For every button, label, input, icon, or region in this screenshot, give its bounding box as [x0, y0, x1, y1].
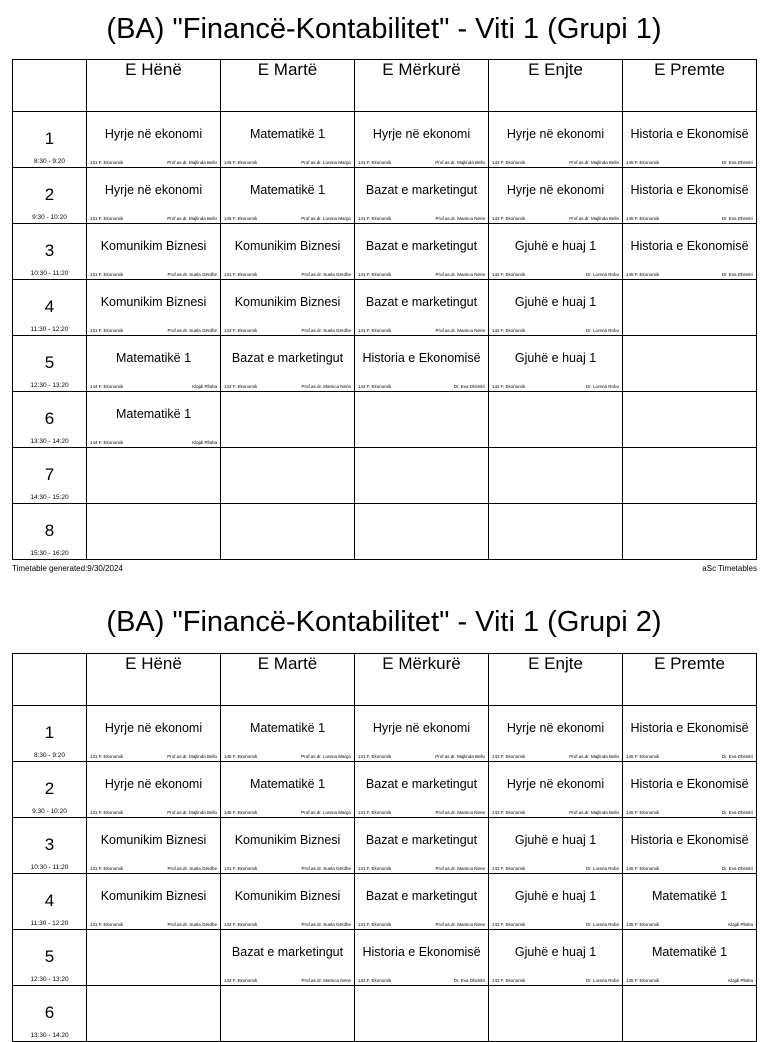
lesson-teacher: Prof.as.dr. Suela Gërdhe [167, 922, 217, 927]
lesson-subject: Bazat e marketingut [365, 238, 478, 253]
lesson-cell [87, 168, 221, 224]
lesson-teacher: Prof.as.dr. Majlinda Bello [167, 810, 217, 815]
lesson-room: 131 F. Ekonomik [358, 272, 392, 277]
lesson-room: 131 F. Ekonomik [358, 922, 392, 927]
lesson-cell [623, 930, 757, 986]
lesson-subject: Hyrje në ekonomi [104, 776, 203, 791]
lesson-teacher: Prof.as.dr. Majlinda Bello [569, 754, 619, 759]
generated-date: Timetable generated:9/30/2024 [12, 564, 123, 573]
lesson-cell [489, 336, 623, 392]
lesson-room: 145 F. Ekonomik [626, 754, 660, 759]
period-number: 4 [44, 297, 55, 316]
lesson-subject: Matematikë 1 [651, 944, 728, 959]
period-cell [13, 168, 87, 224]
lesson-teacher: Dr. Lorena Robo [585, 866, 619, 871]
period-number: 5 [44, 947, 55, 966]
lesson-cell [87, 392, 221, 448]
empty-cell [489, 504, 623, 560]
lesson-room: 143 F. Ekonomik [358, 978, 392, 983]
lesson-teacher: Prof.as.dr. Majlinda Bello [167, 160, 217, 165]
lesson-subject: Komunikim Biznesi [100, 294, 207, 309]
lesson-cell [355, 930, 489, 986]
empty-cell [623, 448, 757, 504]
lesson-room: 132 F. Ekonomik [224, 978, 258, 983]
day-header: E Hënë [87, 654, 221, 706]
lesson-cell [489, 706, 623, 762]
lesson-cell [221, 336, 355, 392]
lesson-teacher: Klajdi Pllaha [728, 978, 753, 983]
lesson-teacher: Prof.as.dr. Majlinda Bello [167, 754, 217, 759]
lesson-teacher: Prof.as.dr. Mamica Nene [301, 978, 351, 983]
empty-cell [87, 504, 221, 560]
period-time: 12:30 - 13:20 [30, 382, 69, 389]
period-number: 8 [44, 521, 55, 540]
lesson-room: 143 F. Ekonomik [492, 216, 526, 221]
timetable-grid [12, 653, 757, 1042]
period-time: 10:30 - 11:20 [30, 270, 69, 277]
lesson-room: 142 F. Ekonomik [492, 384, 526, 389]
period-number: 7 [44, 465, 55, 484]
period-row [13, 874, 757, 930]
empty-cell [221, 392, 355, 448]
period-row [13, 706, 757, 762]
lesson-subject: Komunikim Biznesi [100, 888, 207, 903]
lesson-teacher: Prof.as.dr. Mamica Nene [435, 866, 485, 871]
lesson-subject: Matematikë 1 [115, 406, 192, 421]
empty-cell [221, 448, 355, 504]
lesson-subject: Hyrje në ekonomi [506, 776, 605, 791]
empty-cell [87, 448, 221, 504]
lesson-subject: Komunikim Biznesi [100, 238, 207, 253]
lesson-cell [489, 874, 623, 930]
lesson-room: 135 F. Ekonomik [626, 978, 660, 983]
lesson-room: 131 F. Ekonomik [358, 160, 392, 165]
lesson-room: 135 F. Ekonomik [626, 922, 660, 927]
period-number: 2 [44, 185, 55, 204]
day-header: E Martë [221, 654, 355, 706]
lesson-cell [221, 818, 355, 874]
period-row [13, 986, 757, 1042]
empty-cell [623, 336, 757, 392]
lesson-teacher: Klajdi Pllaha [192, 384, 217, 389]
timetable-title: (BA) "Financë-Kontabilitet" - Viti 1 (Grupi 2) [106, 606, 662, 638]
lesson-subject: Hyrje në ekonomi [506, 126, 605, 141]
lesson-teacher: Prof.as.dr. Majlinda Bello [435, 754, 485, 759]
lesson-teacher: Prof.as.dr. Lorena Margo [301, 160, 351, 165]
lesson-subject: Bazat e marketingut [365, 888, 478, 903]
lesson-room: 145 F. Ekonomik [224, 160, 258, 165]
period-time: 8:30 - 9:20 [33, 752, 66, 759]
lesson-room: 145 F. Ekonomik [626, 216, 660, 221]
day-header: E Premte [623, 654, 757, 706]
period-time: 15:30 - 16:20 [30, 550, 69, 557]
lesson-cell [87, 280, 221, 336]
lesson-room: 132 F. Ekonomik [224, 384, 258, 389]
lesson-teacher: Dr. Eva Dhimitri [721, 160, 753, 165]
lesson-subject: Matematikë 1 [651, 888, 728, 903]
period-cell [13, 706, 87, 762]
lesson-cell [221, 930, 355, 986]
lesson-subject: Komunikim Biznesi [100, 832, 207, 847]
lesson-room: 131 F. Ekonomik [358, 216, 392, 221]
lesson-teacher: Prof.as.dr. Suela Gërdhe [167, 866, 217, 871]
lesson-subject: Gjuhë e huaj 1 [514, 888, 597, 903]
period-time: 9:30 - 10:20 [32, 214, 67, 221]
period-cell [13, 986, 87, 1042]
period-number: 1 [44, 129, 55, 148]
lesson-teacher: Dr. Lorena Robo [585, 978, 619, 983]
period-cell [13, 336, 87, 392]
period-time: 12:30 - 13:20 [30, 976, 69, 983]
empty-cell [87, 930, 221, 986]
lesson-teacher: Prof.as.dr. Suela Gërdhe [167, 328, 217, 333]
lesson-subject: Historia e Ekonomisë [630, 238, 749, 253]
lesson-teacher: Dr. Lorena Robo [585, 384, 619, 389]
lesson-cell [87, 874, 221, 930]
lesson-teacher: Prof.as.dr. Majlinda Bello [569, 216, 619, 221]
lesson-cell [87, 706, 221, 762]
period-number: 5 [44, 353, 55, 372]
day-header: E Enjte [489, 60, 623, 112]
lesson-subject: Hyrje në ekonomi [372, 126, 471, 141]
lesson-subject: Historia e Ekonomisë [630, 182, 749, 197]
corner-cell [13, 654, 87, 706]
lesson-cell [87, 112, 221, 168]
lesson-room: 131 F. Ekonomik [90, 328, 124, 333]
brand-label: aSc Timetables [702, 564, 757, 573]
lesson-teacher: Dr. Lorena Robo [585, 328, 619, 333]
lesson-cell [355, 112, 489, 168]
lesson-cell [489, 930, 623, 986]
lesson-cell [355, 706, 489, 762]
timetable-footer [12, 564, 757, 574]
lesson-room: 145 F. Ekonomik [626, 866, 660, 871]
lesson-teacher: Prof.as.dr. Suela Gërdhe [301, 272, 351, 277]
lesson-subject: Historia e Ekonomisë [630, 776, 749, 791]
period-time: 11:30 - 12:20 [30, 326, 69, 333]
lesson-teacher: Dr. Eva Dhimitri [453, 978, 485, 983]
lesson-teacher: Prof.as.dr. Mamica Nene [435, 328, 485, 333]
lesson-room: 145 F. Ekonomik [626, 160, 660, 165]
lesson-subject: Gjuhë e huaj 1 [514, 294, 597, 309]
lesson-room: 143 F. Ekonomik [492, 754, 526, 759]
lesson-room: 131 F. Ekonomik [90, 754, 124, 759]
lesson-teacher: Prof.as.dr. Suela Gërdhe [301, 922, 351, 927]
lesson-subject: Historia e Ekonomisë [630, 832, 749, 847]
lesson-room: 145 F. Ekonomik [224, 216, 258, 221]
period-time: 13:30 - 14:20 [30, 438, 69, 445]
lesson-cell [221, 762, 355, 818]
period-cell [13, 818, 87, 874]
lesson-subject: Bazat e marketingut [365, 294, 478, 309]
lesson-subject: Historia e Ekonomisë [630, 126, 749, 141]
lesson-subject: Hyrje në ekonomi [104, 720, 203, 735]
lesson-subject: Gjuhë e huaj 1 [514, 238, 597, 253]
lesson-room: 145 F. Ekonomik [224, 810, 258, 815]
period-cell [13, 112, 87, 168]
period-row [13, 224, 757, 280]
period-time: 14:30 - 15:20 [30, 494, 69, 501]
lesson-cell [87, 224, 221, 280]
empty-cell [489, 392, 623, 448]
lesson-room: 145 F. Ekonomik [224, 754, 258, 759]
lesson-room: 132 F. Ekonomik [224, 328, 258, 333]
lesson-room: 131 F. Ekonomik [90, 216, 124, 221]
lesson-room: 131 F. Ekonomik [90, 810, 124, 815]
lesson-cell [355, 336, 489, 392]
lesson-cell [489, 280, 623, 336]
day-header: E Mërkurë [355, 654, 489, 706]
period-row [13, 112, 757, 168]
lesson-teacher: Prof.as.dr. Mamica Nene [435, 216, 485, 221]
empty-cell [221, 986, 355, 1042]
lesson-room: 131 F. Ekonomik [358, 328, 392, 333]
lesson-room: 131 F. Ekonomik [224, 866, 258, 871]
lesson-cell [489, 224, 623, 280]
lesson-subject: Hyrje në ekonomi [104, 182, 203, 197]
empty-cell [623, 504, 757, 560]
lesson-subject: Bazat e marketingut [365, 182, 478, 197]
lesson-subject: Historia e Ekonomisë [630, 720, 749, 735]
lesson-subject: Historia e Ekonomisë [362, 350, 481, 365]
lesson-subject: Matematikë 1 [249, 720, 326, 735]
lesson-cell [489, 762, 623, 818]
period-row [13, 280, 757, 336]
period-number: 6 [44, 1003, 55, 1022]
lesson-cell [355, 280, 489, 336]
period-row [13, 818, 757, 874]
lesson-teacher: Dr. Lorena Robo [585, 922, 619, 927]
empty-cell [355, 392, 489, 448]
lesson-room: 142 F. Ekonomik [492, 866, 526, 871]
period-number: 3 [44, 835, 55, 854]
period-cell [13, 224, 87, 280]
lesson-teacher: Dr. Eva Dhimitri [721, 810, 753, 815]
lesson-teacher: Prof.as.dr. Majlinda Bello [569, 160, 619, 165]
lesson-room: 143 F. Ekonomik [492, 810, 526, 815]
empty-cell [623, 280, 757, 336]
lesson-subject: Matematikë 1 [249, 126, 326, 141]
period-number: 4 [44, 891, 55, 910]
empty-cell [355, 448, 489, 504]
lesson-room: 132 F. Ekonomik [224, 922, 258, 927]
lesson-subject: Matematikë 1 [249, 776, 326, 791]
period-row [13, 448, 757, 504]
lesson-cell [221, 706, 355, 762]
lesson-teacher: Dr. Eva Dhimitri [721, 216, 753, 221]
lesson-room: 142 F. Ekonomik [492, 272, 526, 277]
period-number: 3 [44, 241, 55, 260]
lesson-teacher: Prof.as.dr. Majlinda Bello [569, 810, 619, 815]
lesson-room: 131 F. Ekonomik [90, 160, 124, 165]
lesson-room: 145 F. Ekonomik [626, 810, 660, 815]
lesson-teacher: Prof.as.dr. Suela Gërdhe [301, 866, 351, 871]
lesson-cell [623, 874, 757, 930]
lesson-teacher: Klajdi Pllaha [728, 922, 753, 927]
lesson-teacher: Dr. Eva Dhimitri [721, 754, 753, 759]
lesson-subject: Gjuhë e huaj 1 [514, 350, 597, 365]
lesson-subject: Historia e Ekonomisë [362, 944, 481, 959]
lesson-subject: Bazat e marketingut [365, 832, 478, 847]
lesson-subject: Hyrje në ekonomi [506, 720, 605, 735]
period-cell [13, 874, 87, 930]
lesson-cell [355, 224, 489, 280]
lesson-room: 145 F. Ekonomik [626, 272, 660, 277]
day-header: E Premte [623, 60, 757, 112]
lesson-room: 131 F. Ekonomik [90, 922, 124, 927]
lesson-room: 142 F. Ekonomik [492, 328, 526, 333]
period-time: 9:30 - 10:20 [32, 808, 67, 815]
day-header-row [13, 60, 757, 112]
lesson-cell [87, 336, 221, 392]
empty-cell [489, 448, 623, 504]
lesson-cell [221, 280, 355, 336]
lesson-teacher: Prof.as.dr. Mamica Nene [435, 272, 485, 277]
lesson-room: 131 F. Ekonomik [90, 866, 124, 871]
lesson-teacher: Dr. Eva Dhimitri [721, 272, 753, 277]
empty-cell [489, 986, 623, 1042]
lesson-subject: Komunikim Biznesi [234, 294, 341, 309]
lesson-subject: Gjuhë e huaj 1 [514, 944, 597, 959]
lesson-teacher: Prof.as.dr. Majlinda Bello [167, 216, 217, 221]
lesson-subject: Gjuhë e huaj 1 [514, 832, 597, 847]
lesson-subject: Komunikim Biznesi [234, 238, 341, 253]
lesson-room: 131 F. Ekonomik [224, 272, 258, 277]
lesson-teacher: Prof.as.dr. Suela Gërdhe [167, 272, 217, 277]
lesson-teacher: Prof.as.dr. Lorena Margo [301, 810, 351, 815]
period-time: 8:30 - 9:20 [33, 158, 66, 165]
empty-cell [221, 504, 355, 560]
empty-cell [623, 392, 757, 448]
day-header: E Hënë [87, 60, 221, 112]
lesson-room: 131 F. Ekonomik [358, 866, 392, 871]
timetable-title: (BA) "Financë-Kontabilitet" - Viti 1 (Grupi 1) [106, 13, 662, 45]
lesson-cell [489, 168, 623, 224]
day-header-row [13, 654, 757, 706]
lesson-room: 142 F. Ekonomik [492, 922, 526, 927]
lesson-teacher: Dr. Lorena Robo [585, 272, 619, 277]
lesson-subject: Bazat e marketingut [231, 944, 344, 959]
period-row [13, 930, 757, 986]
lesson-subject: Matematikë 1 [115, 350, 192, 365]
empty-cell [355, 986, 489, 1042]
lesson-cell [623, 818, 757, 874]
lesson-teacher: Dr. Eva Dhimitri [453, 384, 485, 389]
lesson-cell [221, 112, 355, 168]
period-time: 11:30 - 12:20 [30, 920, 69, 927]
period-cell [13, 930, 87, 986]
lesson-cell [623, 168, 757, 224]
lesson-room: 131 F. Ekonomik [358, 754, 392, 759]
period-row [13, 762, 757, 818]
lesson-cell [355, 874, 489, 930]
period-time: 13:30 - 14:20 [30, 1032, 69, 1039]
lesson-room: 143 F. Ekonomik [358, 384, 392, 389]
lesson-room: 142 F. Ekonomik [492, 978, 526, 983]
empty-cell [87, 986, 221, 1042]
period-cell [13, 392, 87, 448]
lesson-subject: Bazat e marketingut [365, 776, 478, 791]
lesson-room: 143 F. Ekonomik [492, 160, 526, 165]
lesson-cell [221, 874, 355, 930]
period-row [13, 168, 757, 224]
lesson-teacher: Prof.as.dr. Mamica Nene [435, 810, 485, 815]
lesson-teacher: Prof.as.dr. Mamica Nene [301, 384, 351, 389]
day-header: E Martë [221, 60, 355, 112]
day-header: E Enjte [489, 654, 623, 706]
timetable-grid [12, 59, 757, 560]
period-number: 1 [44, 723, 55, 742]
lesson-cell [355, 168, 489, 224]
period-cell [13, 762, 87, 818]
lesson-cell [355, 818, 489, 874]
lesson-teacher: Prof.as.dr. Lorena Margo [301, 754, 351, 759]
period-cell [13, 504, 87, 560]
empty-cell [623, 986, 757, 1042]
lesson-cell [87, 818, 221, 874]
period-number: 2 [44, 779, 55, 798]
lesson-cell [623, 112, 757, 168]
lesson-cell [489, 818, 623, 874]
lesson-subject: Matematikë 1 [249, 182, 326, 197]
lesson-subject: Hyrje në ekonomi [104, 126, 203, 141]
lesson-teacher: Dr. Eva Dhimitri [721, 866, 753, 871]
lesson-subject: Hyrje në ekonomi [372, 720, 471, 735]
lesson-cell [489, 112, 623, 168]
lesson-teacher: Prof.as.dr. Suela Gërdhe [301, 328, 351, 333]
lesson-cell [221, 224, 355, 280]
lesson-room: 131 F. Ekonomik [90, 272, 124, 277]
lesson-room: 131 F. Ekonomik [358, 810, 392, 815]
period-row [13, 504, 757, 560]
lesson-subject: Bazat e marketingut [231, 350, 344, 365]
lesson-subject: Komunikim Biznesi [234, 888, 341, 903]
lesson-room: 144 F. Ekonomik [90, 440, 124, 445]
corner-cell [13, 60, 87, 112]
lesson-cell [623, 762, 757, 818]
lesson-teacher: Klajdi Pllaha [192, 440, 217, 445]
timetable-grupi-2 [0, 593, 768, 1039]
lesson-teacher: Prof.as.dr. Majlinda Bello [435, 160, 485, 165]
lesson-room: 144 F. Ekonomik [90, 384, 124, 389]
period-number: 6 [44, 409, 55, 428]
lesson-teacher: Prof.as.dr. Mamica Nene [435, 922, 485, 927]
lesson-cell [87, 762, 221, 818]
period-cell [13, 280, 87, 336]
period-time: 10:30 - 11:20 [30, 864, 69, 871]
lesson-subject: Komunikim Biznesi [234, 832, 341, 847]
lesson-cell [221, 168, 355, 224]
period-cell [13, 448, 87, 504]
empty-cell [355, 504, 489, 560]
lesson-subject: Hyrje në ekonomi [506, 182, 605, 197]
period-row [13, 336, 757, 392]
day-header: E Mërkurë [355, 60, 489, 112]
period-row [13, 392, 757, 448]
lesson-cell [623, 706, 757, 762]
lesson-cell [355, 762, 489, 818]
lesson-teacher: Prof.as.dr. Lorena Margo [301, 216, 351, 221]
lesson-cell [623, 224, 757, 280]
